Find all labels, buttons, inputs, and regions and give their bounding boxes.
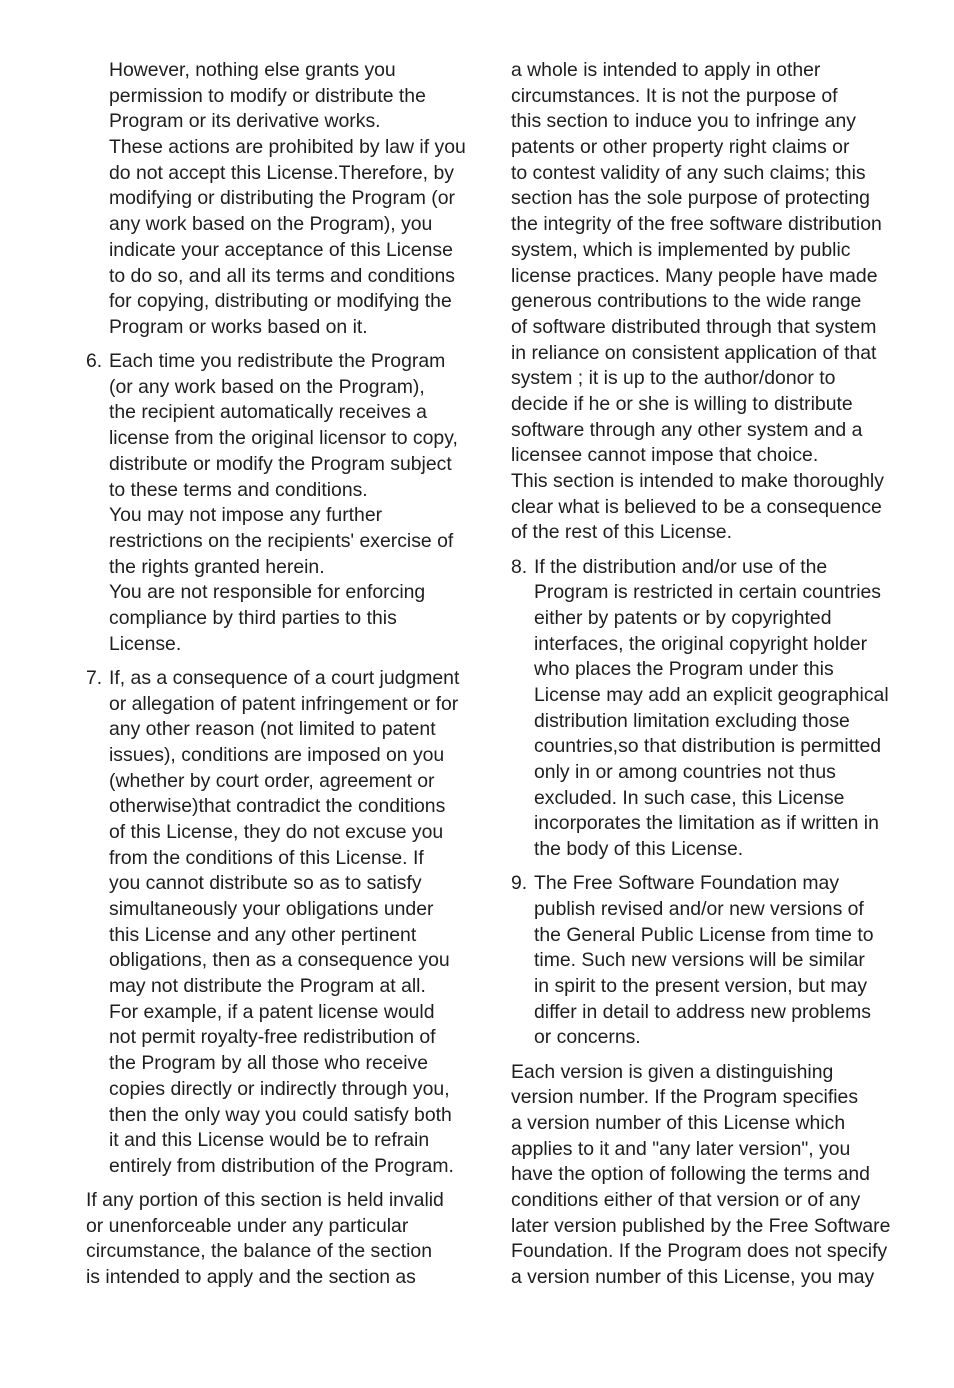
text-line: a whole is intended to apply in other <box>511 59 821 81</box>
text-line: obligations, then as a consequence you <box>109 949 450 972</box>
text-line: do not accept this License.Therefore, by <box>109 161 454 184</box>
text-line: otherwise)that contradict the conditions <box>109 795 446 818</box>
list-number: 9. <box>511 872 528 895</box>
text-line: (whether by court order, agreement or <box>109 769 435 792</box>
text-line: time. Such new versions will be similar <box>534 949 865 972</box>
text-line: a version number of this License, you may <box>511 1266 875 1289</box>
text-line: for copying, distributing or modifying the <box>109 290 452 313</box>
text-line: excluded. In such case, this License <box>534 786 845 809</box>
text-line: have the option of following the terms and <box>511 1163 870 1186</box>
text-line: conditions either of that version or of any <box>511 1189 861 1212</box>
text-line: any other reason (not limited to patent <box>109 718 436 741</box>
list-number: 6. <box>86 350 103 373</box>
text-line: You may not impose any further <box>109 504 383 527</box>
text-line: either by patents or by copyrighted <box>534 606 832 629</box>
section-5-continuation <box>86 58 474 341</box>
text-line: then the only way you could satisfy both <box>109 1103 452 1126</box>
text-line: For example, if a patent license would <box>109 1000 435 1023</box>
list-item-text <box>86 666 474 1180</box>
text-line: you cannot distribute so as to satisfy <box>109 872 422 895</box>
text-line: to contest validity of any such claims; this <box>511 161 866 184</box>
text-line: patents or other property right claims or <box>511 136 850 159</box>
right-column <box>511 58 903 1299</box>
text-line: is intended to apply and the section as <box>86 1266 416 1289</box>
text-line: system, which is implemented by public <box>511 238 851 261</box>
text-line: This section is intended to make thoroughly <box>511 470 884 492</box>
text-line: license practices. Many people have made <box>511 264 878 287</box>
text-line: software through any other system and a <box>511 418 863 441</box>
paragraph <box>511 1060 903 1291</box>
text-line: generous contributions to the wide range <box>511 290 862 313</box>
text-line: to do so, and all its terms and conditions <box>109 264 455 287</box>
text-line: section has the sole purpose of protecting <box>511 187 870 210</box>
text-line: interfaces, the original copyright holder <box>534 632 868 655</box>
text-line: indicate your acceptance of this License <box>109 238 453 261</box>
text-line: may not distribute the Program at all. <box>109 975 426 998</box>
text-line: decide if he or she is willing to distribute <box>511 392 853 415</box>
text-line: the body of this License. <box>534 838 744 861</box>
text-line: in reliance on consistent application of that <box>511 341 877 364</box>
text-line: compliance by third parties to this <box>109 606 397 629</box>
text-line: or unenforceable under any particular <box>86 1214 409 1237</box>
text-line: or allegation of patent infringement or for <box>109 692 459 715</box>
text-line: only in or among countries not thus <box>534 761 836 784</box>
text-line: from the conditions of this License. If <box>109 846 424 869</box>
text-line: If the distribution and/or use of the <box>534 555 828 578</box>
text-line: copies directly or indirectly through you, <box>109 1077 450 1100</box>
text-line: of software distributed through that system <box>511 315 877 338</box>
text-line: incorporates the limitation as if written in <box>534 812 879 835</box>
text-line: who places the Program under this <box>534 658 834 681</box>
text-line: (or any work based on the Program), <box>109 375 425 398</box>
list-item-9 <box>511 871 903 1051</box>
text-line: distribution limitation excluding those <box>534 709 850 732</box>
list-number: 7. <box>86 666 103 689</box>
list-item-text <box>511 555 903 863</box>
list-item-7 <box>86 666 474 1180</box>
text-line: to these terms and conditions. <box>109 478 368 501</box>
text-line: the Program by all those who receive <box>109 1052 429 1075</box>
text-line: Each time you redistribute the Program <box>109 350 446 373</box>
text-line: Program or its derivative works. <box>109 110 381 133</box>
text-line: Foundation. If the Program does not specify <box>511 1240 888 1263</box>
list-item-8 <box>511 555 903 863</box>
text-line: system ; it is up to the author/donor to <box>511 367 836 390</box>
list-item-6 <box>86 349 474 657</box>
list-number: 8. <box>511 555 528 578</box>
text-line: publish revised and/or new versions of <box>534 898 864 920</box>
text-line: or concerns. <box>534 1026 641 1049</box>
text-line: simultaneously your obligations under <box>109 898 434 920</box>
text-line: clear what is believed to be a consequence <box>511 495 882 518</box>
text-line: not permit royalty-free redistribution of <box>109 1026 436 1049</box>
text-line: countries,so that distribution is permitted <box>534 735 882 758</box>
text-line: a version number of this License which <box>511 1112 846 1134</box>
text-line: modifying or distributing the Program (or <box>109 187 455 210</box>
text-line: Program is restricted in certain countries <box>534 581 882 604</box>
text-line: entirely from distribution of the Program. <box>109 1154 454 1177</box>
text-line: Each version is given a distinguishing <box>511 1060 834 1083</box>
text-line: License may add an explicit geographical <box>534 684 889 706</box>
text-line: it and this License would be to refrain <box>109 1129 430 1152</box>
text-line: If any portion of this section is held invalid <box>86 1189 444 1212</box>
list-item-text <box>86 349 474 657</box>
text-line: However, nothing else grants you <box>109 59 396 81</box>
left-column <box>86 58 474 1299</box>
text-line: These actions are prohibited by law if you <box>109 136 466 159</box>
text-line: issues), conditions are imposed on you <box>109 743 445 766</box>
text-line: distribute or modify the Program subject <box>109 452 452 475</box>
text-line: License. <box>109 632 182 655</box>
text-line: applies to it and "any later version", you <box>511 1137 851 1160</box>
text-line: circumstances. It is not the purpose of <box>511 84 838 107</box>
text-line: this License and any other pertinent <box>109 923 417 946</box>
text-line: circumstance, the balance of the section <box>86 1240 432 1263</box>
text-line: the integrity of the free software distribution <box>511 213 882 236</box>
text-line: later version published by the Free Software <box>511 1214 891 1237</box>
text-line: this section to induce you to infringe any <box>511 110 856 133</box>
text-line: You are not responsible for enforcing <box>109 581 426 604</box>
text-line: permission to modify or distribute the <box>109 84 426 107</box>
text-line: version number. If the Program specifies <box>511 1086 859 1109</box>
paragraph <box>86 1188 474 1291</box>
text-line: licensee cannot impose that choice. <box>511 444 819 467</box>
text-line: the rights granted herein. <box>109 555 325 578</box>
text-line: differ in detail to address new problems <box>534 1000 872 1023</box>
text-line: Program or works based on it. <box>109 315 368 338</box>
text-line: the General Public License from time to <box>534 923 874 946</box>
text-line: restrictions on the recipients' exercise of <box>109 529 454 552</box>
text-line: the recipient automatically receives a <box>109 401 427 424</box>
text-line: If, as a consequence of a court judgment <box>109 666 460 689</box>
text-line: of this License, they do not excuse you <box>109 820 444 843</box>
text-line: any work based on the Program), you <box>109 213 433 236</box>
section-7-continuation <box>511 58 903 546</box>
list-item-text <box>511 871 903 1051</box>
text-line: The Free Software Foundation may <box>534 872 840 895</box>
text-line: license from the original licensor to copy, <box>109 427 458 450</box>
text-line: of the rest of this License. <box>511 521 732 544</box>
text-line: in spirit to the present version, but may <box>534 975 868 998</box>
